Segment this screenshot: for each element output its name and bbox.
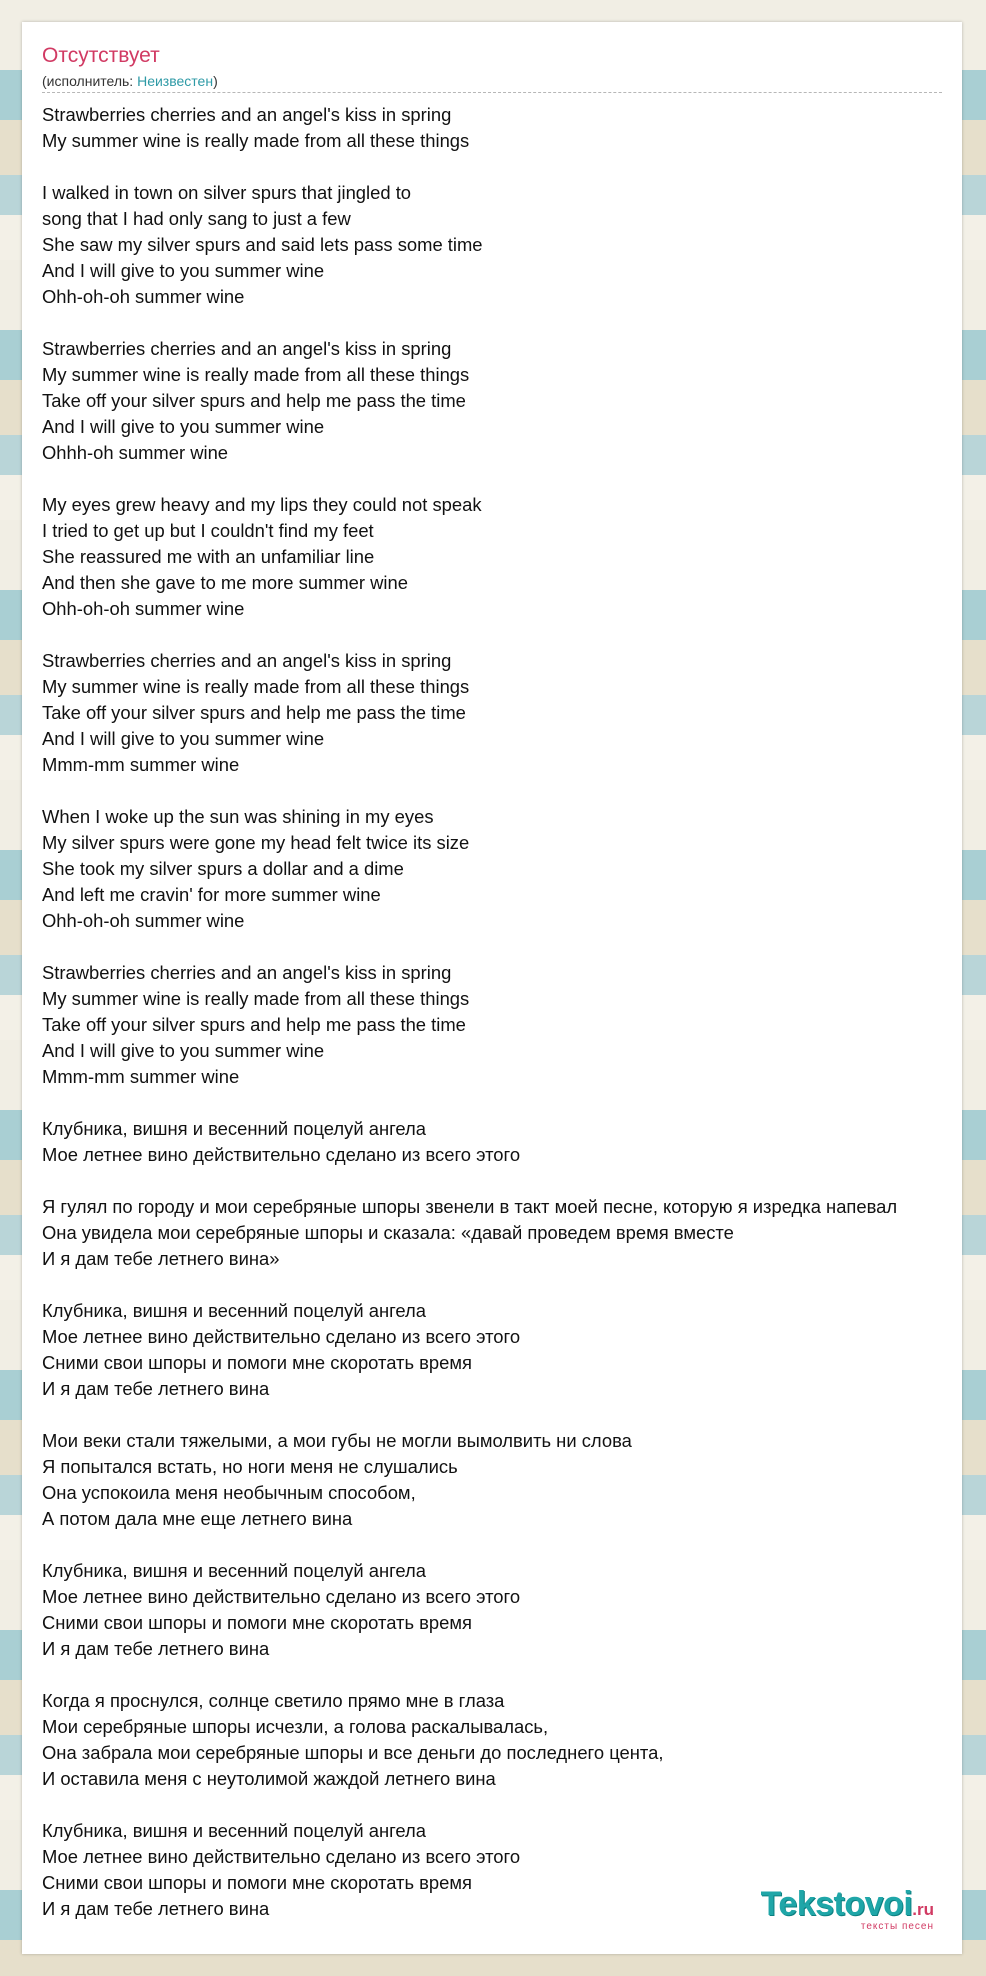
lyric-line: Клубника, вишня и весенний поцелуй ангела — [42, 1560, 426, 1581]
lyric-line: And I will give to you summer wine — [42, 260, 325, 281]
stanza-gap — [42, 1272, 897, 1298]
stanza-gap — [42, 1792, 897, 1818]
lyric-line: She reassured me with an unfamiliar line — [42, 546, 375, 567]
lyric-line: She took my silver spurs a dollar and a dime — [42, 858, 404, 879]
lyric-line: А потом дала мне еще летнего вина — [42, 1508, 353, 1529]
lyric-line: Strawberries cherries and an angel's kiss in spring — [42, 338, 452, 359]
lyric-line: My summer wine is really made from all these things — [42, 988, 470, 1009]
lyrics-text — [42, 102, 897, 1922]
lyric-line: And I will give to you summer wine — [42, 416, 325, 437]
stanza-gap — [42, 622, 897, 648]
stanza-gap — [42, 466, 897, 492]
lyric-line: And I will give to you summer wine — [42, 728, 325, 749]
logo-tagline: тексты песен — [860, 1921, 934, 1932]
lyric-line: Ohh-oh-oh summer wine — [42, 910, 245, 931]
stanza-gap — [42, 778, 897, 804]
stanza-gap — [42, 154, 897, 180]
lyric-line: My silver spurs were gone my head felt twice its size — [42, 832, 470, 853]
lyric-line: Клубника, вишня и весенний поцелуй ангела — [42, 1820, 426, 1841]
lyric-line: Take off your silver spurs and help me pass the time — [42, 702, 466, 723]
lyric-line: song that I had only sang to just a few — [42, 208, 351, 229]
lyric-line: My summer wine is really made from all these things — [42, 364, 470, 385]
lyric-line: Мое летнее вино действительно сделано из всего этого — [42, 1846, 521, 1867]
lyric-line: Мои веки стали тяжелыми, а мои губы не могли вымолвить ни слова — [42, 1430, 632, 1451]
lyric-line: Она увидела мои серебряные шпоры и сказала: «давай проведем время вместе — [42, 1222, 734, 1243]
lyric-line: И я дам тебе летнего вина — [42, 1378, 270, 1399]
lyric-line: Ohh-oh-oh summer wine — [42, 286, 245, 307]
lyric-line: Когда я проснулся, солнце светило прямо мне в глаза — [42, 1690, 505, 1711]
lyric-line: Мои серебряные шпоры исчезли, а голова раскалывалась, — [42, 1716, 549, 1737]
lyric-line: She saw my silver spurs and said lets pass some time — [42, 234, 483, 255]
lyric-line: И я дам тебе летнего вина» — [42, 1248, 280, 1269]
lyric-line: Она забрала мои серебряные шпоры и все деньги до последнего цента, — [42, 1742, 664, 1763]
site-logo[interactable] — [761, 1887, 934, 1932]
lyric-line: And left me cravin' for more summer wine — [42, 884, 381, 905]
stanza-gap — [42, 1532, 897, 1558]
lyric-line: И я дам тебе летнего вина — [42, 1898, 270, 1919]
header-divider — [42, 92, 942, 93]
lyric-line: Сними свои шпоры и помоги мне скоротать время — [42, 1352, 472, 1373]
lyric-line: I walked in town on silver spurs that jingled to — [42, 182, 412, 203]
lyric-line: Мое летнее вино действительно сделано из всего этого — [42, 1326, 521, 1347]
lyric-line: Сними свои шпоры и помоги мне скоротать время — [42, 1872, 472, 1893]
lyric-line: Ohh-oh-oh summer wine — [42, 598, 245, 619]
lyric-line: Ohhh-oh summer wine — [42, 442, 229, 463]
stanza-gap — [42, 1090, 897, 1116]
lyric-line: And then she gave to me more summer wine — [42, 572, 408, 593]
lyric-line: Клубника, вишня и весенний поцелуй ангела — [42, 1300, 426, 1321]
stanza-gap — [42, 1662, 897, 1688]
song-title: Отсутствует — [42, 44, 160, 67]
lyric-line: I tried to get up but I couldn't find my feet — [42, 520, 374, 541]
lyric-line: And I will give to you summer wine — [42, 1040, 325, 1061]
lyric-line: Mmm-mm summer wine — [42, 754, 240, 775]
lyric-line: Take off your silver spurs and help me pass the time — [42, 390, 466, 411]
logo-brand: Tekstovoi — [760, 1885, 913, 1923]
lyric-line: Клубника, вишня и весенний поцелуй ангела — [42, 1118, 426, 1139]
lyrics-card — [22, 22, 962, 1954]
performer-suffix: ) — [213, 73, 218, 89]
lyric-line: Я попытался встать, но ноги меня не слушались — [42, 1456, 458, 1477]
logo-tld: .ru — [912, 1900, 934, 1919]
lyric-line: My summer wine is really made from all these things — [42, 130, 470, 151]
lyric-line: Mmm-mm summer wine — [42, 1066, 240, 1087]
lyric-line: И я дам тебе летнего вина — [42, 1638, 270, 1659]
lyric-line: Мое летнее вино действительно сделано из всего этого — [42, 1586, 521, 1607]
lyric-line: Strawberries cherries and an angel's kiss in spring — [42, 104, 452, 125]
stanza-gap — [42, 934, 897, 960]
lyric-line: Strawberries cherries and an angel's kiss in spring — [42, 962, 452, 983]
lyric-line: Strawberries cherries and an angel's kiss in spring — [42, 650, 452, 671]
stanza-gap — [42, 1402, 897, 1428]
stanza-gap — [42, 310, 897, 336]
performer-prefix: (исполнитель: — [42, 73, 138, 89]
lyric-line: Я гулял по городу и мои серебряные шпоры звенели в такт моей песне, которую я изредка напевал — [42, 1196, 898, 1217]
lyric-line: Take off your silver spurs and help me pass the time — [42, 1014, 466, 1035]
performer-link[interactable]: Неизвестен — [137, 73, 214, 89]
lyric-line: My summer wine is really made from all these things — [42, 676, 470, 697]
lyric-line: И оставила меня с неутолимой жаждой летнего вина — [42, 1768, 496, 1789]
lyric-line: My eyes grew heavy and my lips they could not speak — [42, 494, 482, 515]
lyric-line: Сними свои шпоры и помоги мне скоротать время — [42, 1612, 472, 1633]
lyric-line: Она успокоила меня необычным способом, — [42, 1482, 416, 1503]
stanza-gap — [42, 1168, 897, 1194]
performer-line — [42, 72, 218, 90]
lyric-line: When I woke up the sun was shining in my eyes — [42, 806, 434, 827]
lyric-line: Мое летнее вино действительно сделано из всего этого — [42, 1144, 521, 1165]
